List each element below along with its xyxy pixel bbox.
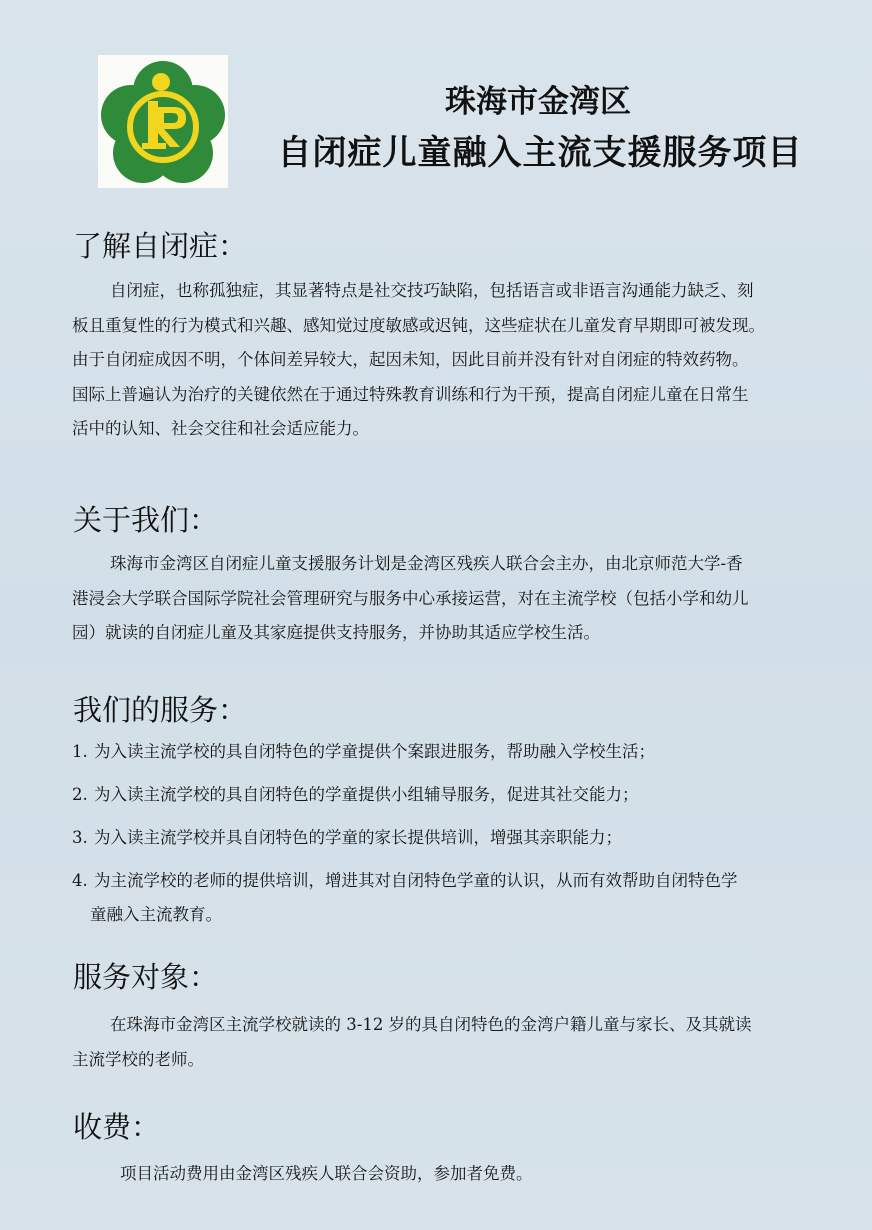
paragraph-line: 珠海市金湾区自闭症儿童支援服务计划是金湾区残疾人联合会主办，由北京师范大学-香 (110, 554, 743, 573)
list-number: 2. (72, 785, 88, 804)
heading-about-autism: 了解自闭症： (73, 229, 248, 263)
paragraph-line: 港浸会大学联合国际学院社会管理研究与服务中心承接运营，对在主流学校（包括小学和幼儿 (72, 588, 749, 608)
services-list (72, 735, 830, 932)
paragraph-line: 活中的认知、社会交往和社会适应能力。 (72, 419, 369, 438)
paragraph-service-targets (72, 1008, 830, 1077)
paragraph-line: 在珠海市金湾区主流学校就读的 3-12 岁的具自闭特色的金湾户籍儿童与家长、及其就读 (110, 1015, 752, 1034)
list-item (72, 735, 830, 769)
paragraph-line: 项目活动费用由金湾区残疾人联合会资助，参加者免费。 (120, 1164, 533, 1183)
heading-fees: 收费： (73, 1110, 161, 1144)
paragraph-line: 板且重复性的行为模式和兴趣、感知觉过度敏感或迟钝，这些症状在儿童发育早期即可被发现。 (72, 315, 765, 335)
flower-logo-icon (98, 55, 228, 188)
paragraph-line: 国际上普遍认为治疗的关键依然在于通过特殊教育训练和行为干预，提高自闭症儿童在日常生 (72, 384, 749, 404)
list-item (72, 864, 830, 898)
list-item (72, 821, 830, 855)
paragraph-about-us (72, 547, 830, 651)
logo (98, 55, 228, 188)
list-number: 3. (72, 828, 88, 847)
heading-services: 我们的服务： (73, 693, 248, 727)
list-item (72, 778, 830, 812)
heading-service-targets: 服务对象： (73, 960, 219, 994)
list-number: 4. (72, 871, 88, 890)
heading-about-us: 关于我们： (73, 503, 219, 537)
list-text: 为主流学校的老师的提供培训，增进其对自闭特色学童的认识，从而有效帮助自闭特色学 (94, 871, 738, 890)
title-line-2: 自闭症儿童融入主流支援服务项目 (277, 133, 803, 173)
paragraph-line: 自闭症，也称孤独症，其显著特点是社交技巧缺陷，包括语言或非语言沟通能力缺乏、刻 (110, 281, 754, 300)
paragraph-line: 园）就读的自闭症儿童及其家庭提供支持服务，并协助其适应学校生活。 (72, 623, 600, 642)
paragraph-fees (72, 1157, 830, 1192)
list-text: 为入读主流学校的具自闭特色的学童提供个案跟进服务，帮助融入学校生活； (94, 742, 655, 761)
paragraph-line: 由于自闭症成因不明，个体间差异较大，起因未知，因此目前并没有针对自闭症的特效药物。 (72, 350, 749, 369)
paragraph-line: 主流学校的老师。 (72, 1049, 204, 1069)
paragraph-about-autism (72, 274, 830, 447)
list-text: 为入读主流学校的具自闭特色的学童提供小组辅导服务，促进其社交能力； (94, 785, 639, 804)
list-text: 为入读主流学校并具自闭特色的学童的家长提供培训，增强其亲职能力； (94, 828, 622, 847)
list-item-continuation: 童融入主流教育。 (90, 905, 222, 924)
title-line-1: 珠海市金湾区 (445, 84, 631, 120)
list-number: 1. (72, 742, 88, 761)
